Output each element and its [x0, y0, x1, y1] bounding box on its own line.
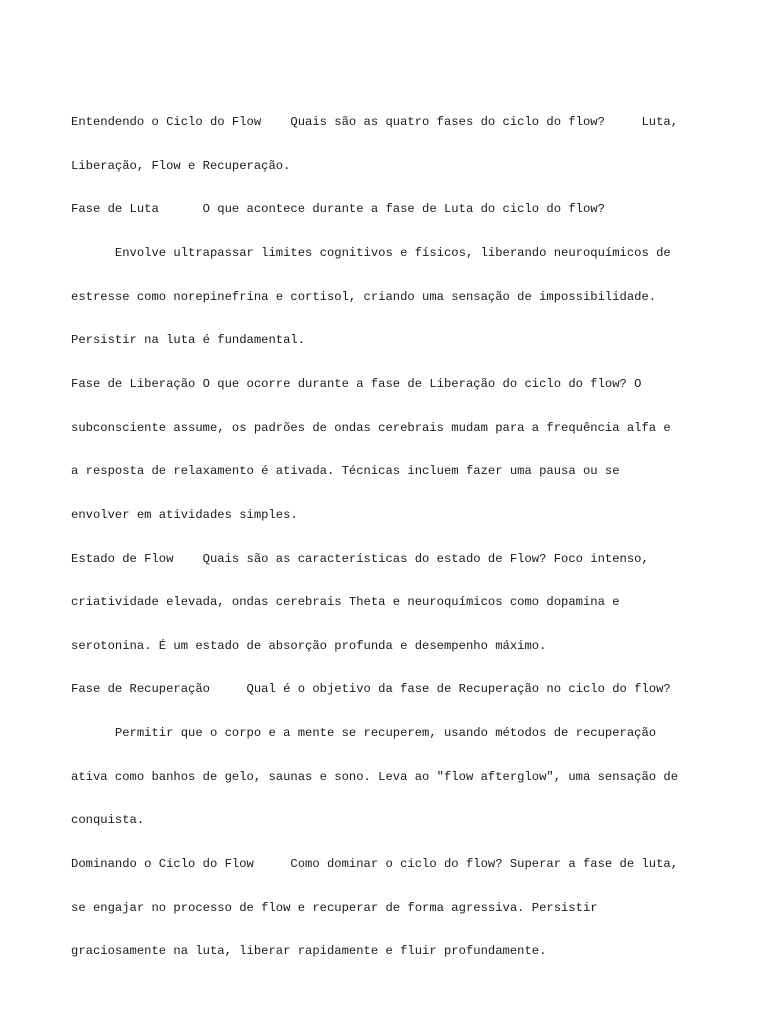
document-line: Fase de Recuperação Qual é o objetivo da fase de Recuperação no ciclo do flow?: [71, 682, 671, 697]
document-line: a resposta de relaxamento é ativada. Técnicas incluem fazer uma pausa ou se: [71, 464, 620, 479]
document-line: Envolve ultrapassar limites cognitivos e físicos, liberando neuroquímicos de: [71, 246, 671, 261]
document-line: Liberação, Flow e Recuperação.: [71, 158, 291, 173]
document-line: estresse como norepinefrina e cortisol, criando uma sensação de impossibilidade.: [71, 289, 657, 304]
document-line: se engajar no processo de flow e recuperar de forma agressiva. Persistir: [71, 900, 598, 915]
document-line: Entendendo o Ciclo do Flow Quais são as quatro fases do ciclo do flow? Luta,: [71, 115, 679, 130]
document-line: conquista.: [71, 813, 145, 828]
document-line: criatividade elevada, ondas cerebrais Theta e neuroquímicos como dopamina e: [71, 595, 620, 610]
document-line: Persistir na luta é fundamental.: [71, 333, 306, 348]
document-line: Dominando o Ciclo do Flow Como dominar o ciclo do flow? Superar a fase de luta,: [71, 856, 679, 871]
document-line: Fase de Luta O que acontece durante a fase de Luta do ciclo do flow?: [71, 202, 605, 217]
document-line: subconsciente assume, os padrões de ondas cerebrais mudam para a frequência alfa e: [71, 420, 671, 435]
document-body: [71, 86, 711, 988]
document-line: ativa como banhos de gelo, saunas e sono. Leva ao "flow afterglow", uma sensação de: [71, 769, 679, 784]
document-line: Fase de Liberação O que ocorre durante a fase de Liberação do ciclo do flow? O: [71, 376, 642, 391]
document-line: serotonina. É um estado de absorção profunda e desempenho máximo.: [71, 638, 547, 653]
document-line: envolver em atividades simples.: [71, 507, 298, 522]
document-line: Estado de Flow Quais são as características do estado de Flow? Foco intenso,: [71, 551, 649, 566]
document-line: Permitir que o corpo e a mente se recuperem, usando métodos de recuperação: [71, 726, 657, 741]
document-line: graciosamente na luta, liberar rapidamente e fluir profundamente.: [71, 944, 547, 959]
